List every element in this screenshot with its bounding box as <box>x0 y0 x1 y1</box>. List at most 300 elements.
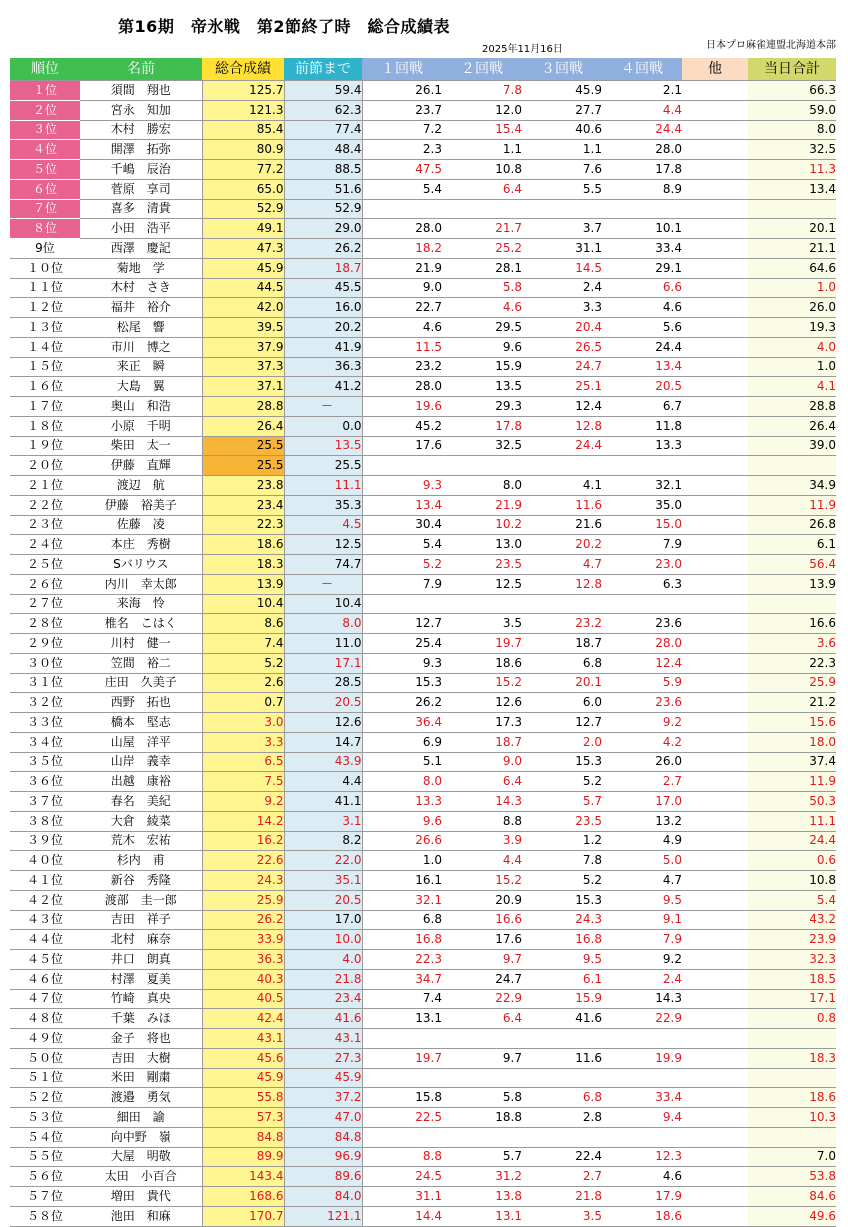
today-total <box>748 1029 836 1049</box>
total-score: 84.8 <box>202 1127 284 1147</box>
other-score <box>682 574 748 594</box>
other-score <box>682 871 748 891</box>
other-score <box>682 278 748 298</box>
game-3-score: 6.0 <box>522 693 602 713</box>
previous-score: 47.0 <box>284 1108 362 1128</box>
rank-cell: １１位 <box>10 278 80 298</box>
game-2-score <box>442 1127 522 1147</box>
player-name: 米田 剛粛 <box>80 1068 202 1088</box>
table-row <box>10 140 836 160</box>
previous-score: 25.5 <box>284 456 362 476</box>
table-row <box>10 298 836 318</box>
game-1-score: 18.2 <box>362 239 442 259</box>
previous-score: 10.4 <box>284 594 362 614</box>
game-1-score: 45.2 <box>362 416 442 436</box>
total-score: 8.6 <box>202 614 284 634</box>
rank-cell: ４７位 <box>10 989 80 1009</box>
game-2-score: 3.5 <box>442 614 522 634</box>
rank-cell: １６位 <box>10 377 80 397</box>
game-4-score: 5.0 <box>602 851 682 871</box>
game-4-score: 7.9 <box>602 535 682 555</box>
game-2-score: 22.9 <box>442 989 522 1009</box>
other-score <box>682 495 748 515</box>
player-name: 村澤 夏美 <box>80 969 202 989</box>
game-1-score: 15.3 <box>362 673 442 693</box>
other-score <box>682 950 748 970</box>
other-score <box>682 1147 748 1167</box>
game-4-score: 33.4 <box>602 1088 682 1108</box>
player-name: 竹崎 真央 <box>80 989 202 1009</box>
table-row <box>10 239 836 259</box>
previous-score: 35.1 <box>284 871 362 891</box>
col-header-game-3: ３回戦 <box>522 58 602 81</box>
today-total: 19.3 <box>748 318 836 338</box>
today-total: 6.1 <box>748 535 836 555</box>
today-total: 56.4 <box>748 555 836 575</box>
game-1-score: 22.7 <box>362 298 442 318</box>
game-3-score: 3.5 <box>522 1206 602 1226</box>
rank-cell: 9位 <box>10 239 80 259</box>
game-1-score <box>362 1127 442 1147</box>
game-4-score: 4.2 <box>602 732 682 752</box>
game-2-score: 18.8 <box>442 1108 522 1128</box>
game-4-score: 14.3 <box>602 989 682 1009</box>
col-header-previous: 前節まで <box>284 58 362 81</box>
table-row <box>10 1167 836 1187</box>
today-total: 5.4 <box>748 890 836 910</box>
other-score <box>682 811 748 831</box>
player-name: Sバリウス <box>80 555 202 575</box>
table-row <box>10 831 836 851</box>
game-4-score <box>602 199 682 219</box>
game-2-score: 18.6 <box>442 653 522 673</box>
total-score: 89.9 <box>202 1147 284 1167</box>
previous-score: 62.3 <box>284 100 362 120</box>
game-4-score: 29.1 <box>602 258 682 278</box>
today-total: 7.0 <box>748 1147 836 1167</box>
col-header-game-4: ４回戦 <box>602 58 682 81</box>
other-score <box>682 732 748 752</box>
table-row <box>10 653 836 673</box>
game-1-score: 25.4 <box>362 634 442 654</box>
player-name: 来海 怜 <box>80 594 202 614</box>
game-4-score: 18.6 <box>602 1206 682 1226</box>
other-score <box>682 634 748 654</box>
rank-cell: ３８位 <box>10 811 80 831</box>
game-2-score: 3.9 <box>442 831 522 851</box>
game-3-score: 18.7 <box>522 634 602 654</box>
game-2-score: 5.8 <box>442 278 522 298</box>
today-total: 50.3 <box>748 792 836 812</box>
previous-score: 84.8 <box>284 1127 362 1147</box>
player-name: 大倉 綾菜 <box>80 811 202 831</box>
today-total: 59.0 <box>748 100 836 120</box>
rank-cell: ４１位 <box>10 871 80 891</box>
rank-cell: ５３位 <box>10 1108 80 1128</box>
game-1-score <box>362 1029 442 1049</box>
other-score <box>682 258 748 278</box>
game-4-score: 11.8 <box>602 416 682 436</box>
other-score <box>682 1127 748 1147</box>
player-name: 柴田 太一 <box>80 436 202 456</box>
previous-score: 29.0 <box>284 219 362 239</box>
other-score <box>682 614 748 634</box>
game-2-score: 29.3 <box>442 397 522 417</box>
game-3-score: 12.4 <box>522 397 602 417</box>
player-name: 開澤 拓弥 <box>80 140 202 160</box>
table-row <box>10 792 836 812</box>
other-score <box>682 219 748 239</box>
today-total: 49.6 <box>748 1206 836 1226</box>
game-2-score: 23.5 <box>442 555 522 575</box>
table-row <box>10 890 836 910</box>
table-row <box>10 634 836 654</box>
previous-score: 17.0 <box>284 910 362 930</box>
game-2-score: 13.8 <box>442 1187 522 1207</box>
player-name: 増田 貴代 <box>80 1187 202 1207</box>
game-1-score: 28.0 <box>362 219 442 239</box>
rank-cell: ３５位 <box>10 752 80 772</box>
other-score <box>682 969 748 989</box>
standings-table <box>10 58 836 1227</box>
game-3-score: 12.8 <box>522 416 602 436</box>
game-1-score: 6.8 <box>362 910 442 930</box>
game-4-score: 35.0 <box>602 495 682 515</box>
game-1-score: 34.7 <box>362 969 442 989</box>
rank-cell: ５０位 <box>10 1048 80 1068</box>
game-3-score: 4.7 <box>522 555 602 575</box>
game-3-score: 25.1 <box>522 377 602 397</box>
game-3-score <box>522 594 602 614</box>
other-score <box>682 989 748 1009</box>
game-3-score: 15.3 <box>522 890 602 910</box>
game-2-score: 24.7 <box>442 969 522 989</box>
today-total: 10.3 <box>748 1108 836 1128</box>
rank-cell: ２５位 <box>10 555 80 575</box>
rank-cell: １９位 <box>10 436 80 456</box>
game-2-score: 9.6 <box>442 337 522 357</box>
game-3-score: 1.1 <box>522 140 602 160</box>
game-3-score: 7.6 <box>522 160 602 180</box>
col-header-game-1: １回戦 <box>362 58 442 81</box>
game-1-score: 17.6 <box>362 436 442 456</box>
report-date: 2025年11月16日 <box>482 44 563 55</box>
today-total: 43.2 <box>748 910 836 930</box>
game-3-score: 15.3 <box>522 752 602 772</box>
today-total: 21.2 <box>748 693 836 713</box>
player-name: 川村 健一 <box>80 634 202 654</box>
game-1-score <box>362 199 442 219</box>
game-2-score: 5.8 <box>442 1088 522 1108</box>
other-score <box>682 239 748 259</box>
total-score: 40.5 <box>202 989 284 1009</box>
other-score <box>682 456 748 476</box>
game-3-score: 45.9 <box>522 81 602 101</box>
other-score <box>682 653 748 673</box>
today-total: 64.6 <box>748 258 836 278</box>
table-row <box>10 377 836 397</box>
game-4-score: 6.3 <box>602 574 682 594</box>
game-2-score: 13.0 <box>442 535 522 555</box>
rank-cell: ２７位 <box>10 594 80 614</box>
total-score: 36.3 <box>202 950 284 970</box>
today-total: 15.6 <box>748 713 836 733</box>
previous-score: 41.6 <box>284 1009 362 1029</box>
player-name: 市川 博之 <box>80 337 202 357</box>
table-row <box>10 1029 836 1049</box>
total-score: 47.3 <box>202 239 284 259</box>
game-2-score: 6.4 <box>442 1009 522 1029</box>
game-2-score: 7.8 <box>442 81 522 101</box>
game-3-score: 2.8 <box>522 1108 602 1128</box>
rank-cell: ４５位 <box>10 950 80 970</box>
game-4-score: 4.6 <box>602 298 682 318</box>
game-4-score: 12.3 <box>602 1147 682 1167</box>
total-score: 7.4 <box>202 634 284 654</box>
game-3-score: 11.6 <box>522 495 602 515</box>
table-row <box>10 1068 836 1088</box>
table-row <box>10 1127 836 1147</box>
previous-score: 3.1 <box>284 811 362 831</box>
total-score: 85.4 <box>202 120 284 140</box>
player-name: 伊藤 直輝 <box>80 456 202 476</box>
game-2-score <box>442 456 522 476</box>
game-4-score: 12.4 <box>602 653 682 673</box>
game-4-score: 17.8 <box>602 160 682 180</box>
game-2-score: 15.9 <box>442 357 522 377</box>
other-score <box>682 357 748 377</box>
today-total: 3.6 <box>748 634 836 654</box>
total-score: 125.7 <box>202 81 284 101</box>
previous-score: 20.5 <box>284 890 362 910</box>
player-name: 来正 瞬 <box>80 357 202 377</box>
standings-body <box>10 81 836 1227</box>
total-score: 24.3 <box>202 871 284 891</box>
game-3-score: 2.0 <box>522 732 602 752</box>
game-1-score: 26.2 <box>362 693 442 713</box>
game-3-score: 2.7 <box>522 1167 602 1187</box>
table-row <box>10 614 836 634</box>
game-1-score: 16.1 <box>362 871 442 891</box>
total-score: 5.2 <box>202 653 284 673</box>
game-2-score: 12.6 <box>442 693 522 713</box>
today-total: 32.3 <box>748 950 836 970</box>
table-row <box>10 811 836 831</box>
rank-cell: ２位 <box>10 100 80 120</box>
game-3-score: 1.2 <box>522 831 602 851</box>
total-score: 42.0 <box>202 298 284 318</box>
other-score <box>682 792 748 812</box>
game-4-score: 17.0 <box>602 792 682 812</box>
previous-score: 8.0 <box>284 614 362 634</box>
other-score <box>682 416 748 436</box>
today-total: 39.0 <box>748 436 836 456</box>
game-1-score: 23.2 <box>362 357 442 377</box>
game-4-score: 4.6 <box>602 1167 682 1187</box>
table-row <box>10 574 836 594</box>
game-3-score: 40.6 <box>522 120 602 140</box>
rank-cell: １３位 <box>10 318 80 338</box>
table-row <box>10 1108 836 1128</box>
col-header-name: 名前 <box>80 58 202 81</box>
game-1-score: 8.0 <box>362 772 442 792</box>
game-4-score: 4.7 <box>602 871 682 891</box>
table-row <box>10 436 836 456</box>
game-1-score: 6.9 <box>362 732 442 752</box>
game-3-score: 5.2 <box>522 871 602 891</box>
previous-score: 48.4 <box>284 140 362 160</box>
game-2-score: 32.5 <box>442 436 522 456</box>
today-total: 37.4 <box>748 752 836 772</box>
today-total: 11.1 <box>748 811 836 831</box>
game-3-score: 20.2 <box>522 535 602 555</box>
game-2-score: 15.4 <box>442 120 522 140</box>
other-score <box>682 140 748 160</box>
game-1-score <box>362 1068 442 1088</box>
today-total: 13.9 <box>748 574 836 594</box>
game-4-score: 9.4 <box>602 1108 682 1128</box>
game-1-score: 28.0 <box>362 377 442 397</box>
player-name: 佐藤 凌 <box>80 515 202 535</box>
game-4-score: 33.4 <box>602 239 682 259</box>
player-name: 太田 小百合 <box>80 1167 202 1187</box>
game-4-score: 17.9 <box>602 1187 682 1207</box>
other-score <box>682 81 748 101</box>
game-1-score: 11.5 <box>362 337 442 357</box>
game-4-score: 2.4 <box>602 969 682 989</box>
rank-cell: １２位 <box>10 298 80 318</box>
player-name: 出越 康裕 <box>80 772 202 792</box>
game-3-score: 24.7 <box>522 357 602 377</box>
game-4-score: 15.0 <box>602 515 682 535</box>
previous-score: － <box>284 574 362 594</box>
rank-cell: ５８位 <box>10 1206 80 1226</box>
rank-cell: ３０位 <box>10 653 80 673</box>
game-1-score: 26.1 <box>362 81 442 101</box>
total-score: 26.2 <box>202 910 284 930</box>
today-total: 26.4 <box>748 416 836 436</box>
game-2-score: 10.8 <box>442 160 522 180</box>
player-name: 渡辺 航 <box>80 476 202 496</box>
game-3-score: 12.8 <box>522 574 602 594</box>
game-3-score: 26.5 <box>522 337 602 357</box>
previous-score: 35.3 <box>284 495 362 515</box>
table-row <box>10 456 836 476</box>
table-row <box>10 357 836 377</box>
table-row <box>10 594 836 614</box>
total-score: 80.9 <box>202 140 284 160</box>
previous-score: 59.4 <box>284 81 362 101</box>
today-total: 18.5 <box>748 969 836 989</box>
today-total: 18.6 <box>748 1088 836 1108</box>
table-row <box>10 258 836 278</box>
today-total: 16.6 <box>748 614 836 634</box>
game-4-score: 2.1 <box>602 81 682 101</box>
previous-score: 16.0 <box>284 298 362 318</box>
total-score: 2.6 <box>202 673 284 693</box>
game-3-score: 3.7 <box>522 219 602 239</box>
game-4-score: 2.7 <box>602 772 682 792</box>
game-4-score: 9.5 <box>602 890 682 910</box>
rank-cell: ３６位 <box>10 772 80 792</box>
other-score <box>682 199 748 219</box>
rank-cell: １５位 <box>10 357 80 377</box>
other-score <box>682 179 748 199</box>
game-2-score: 28.1 <box>442 258 522 278</box>
today-total: 1.0 <box>748 278 836 298</box>
total-score: 25.5 <box>202 456 284 476</box>
game-1-score: 9.3 <box>362 653 442 673</box>
total-score: 3.0 <box>202 713 284 733</box>
today-total: 11.9 <box>748 495 836 515</box>
game-1-score: 14.4 <box>362 1206 442 1226</box>
game-3-score: 14.5 <box>522 258 602 278</box>
other-score <box>682 1009 748 1029</box>
player-name: 笠間 裕二 <box>80 653 202 673</box>
previous-score: 84.0 <box>284 1187 362 1207</box>
player-name: 山岸 義幸 <box>80 752 202 772</box>
total-score: 22.6 <box>202 851 284 871</box>
total-score: 18.3 <box>202 555 284 575</box>
total-score: 45.9 <box>202 258 284 278</box>
game-2-score <box>442 594 522 614</box>
game-1-score: 21.9 <box>362 258 442 278</box>
game-3-score: 7.8 <box>522 851 602 871</box>
game-1-score: 2.3 <box>362 140 442 160</box>
game-2-score: 1.1 <box>442 140 522 160</box>
player-name: 福井 裕介 <box>80 298 202 318</box>
col-header-game-2: ２回戦 <box>442 58 522 81</box>
game-4-score: 28.0 <box>602 634 682 654</box>
today-total: 26.0 <box>748 298 836 318</box>
player-name: 椎名 こはく <box>80 614 202 634</box>
table-row <box>10 199 836 219</box>
game-2-score: 12.0 <box>442 100 522 120</box>
previous-score: 0.0 <box>284 416 362 436</box>
rank-cell: ２４位 <box>10 535 80 555</box>
previous-score: 13.5 <box>284 436 362 456</box>
col-header-rank: 順位 <box>10 58 80 81</box>
player-name: 菊地 学 <box>80 258 202 278</box>
rank-cell: ４８位 <box>10 1009 80 1029</box>
today-total: 26.8 <box>748 515 836 535</box>
player-name: 池田 和麻 <box>80 1206 202 1226</box>
other-score <box>682 377 748 397</box>
other-score <box>682 910 748 930</box>
game-4-score: 13.4 <box>602 357 682 377</box>
today-total <box>748 1127 836 1147</box>
game-2-score: 17.8 <box>442 416 522 436</box>
game-3-score: 5.5 <box>522 179 602 199</box>
player-name: 宮永 知加 <box>80 100 202 120</box>
table-row <box>10 160 836 180</box>
total-score: 45.6 <box>202 1048 284 1068</box>
player-name: 金子 将也 <box>80 1029 202 1049</box>
previous-score: 10.0 <box>284 930 362 950</box>
game-3-score: 41.6 <box>522 1009 602 1029</box>
today-total: 25.9 <box>748 673 836 693</box>
game-3-score: 3.3 <box>522 298 602 318</box>
other-score <box>682 1088 748 1108</box>
previous-score: 4.5 <box>284 515 362 535</box>
game-1-score: 9.3 <box>362 476 442 496</box>
today-total: 8.0 <box>748 120 836 140</box>
game-4-score: 13.2 <box>602 811 682 831</box>
rank-cell: ２９位 <box>10 634 80 654</box>
rank-cell: １位 <box>10 81 80 101</box>
game-3-score: 21.8 <box>522 1187 602 1207</box>
table-row <box>10 120 836 140</box>
